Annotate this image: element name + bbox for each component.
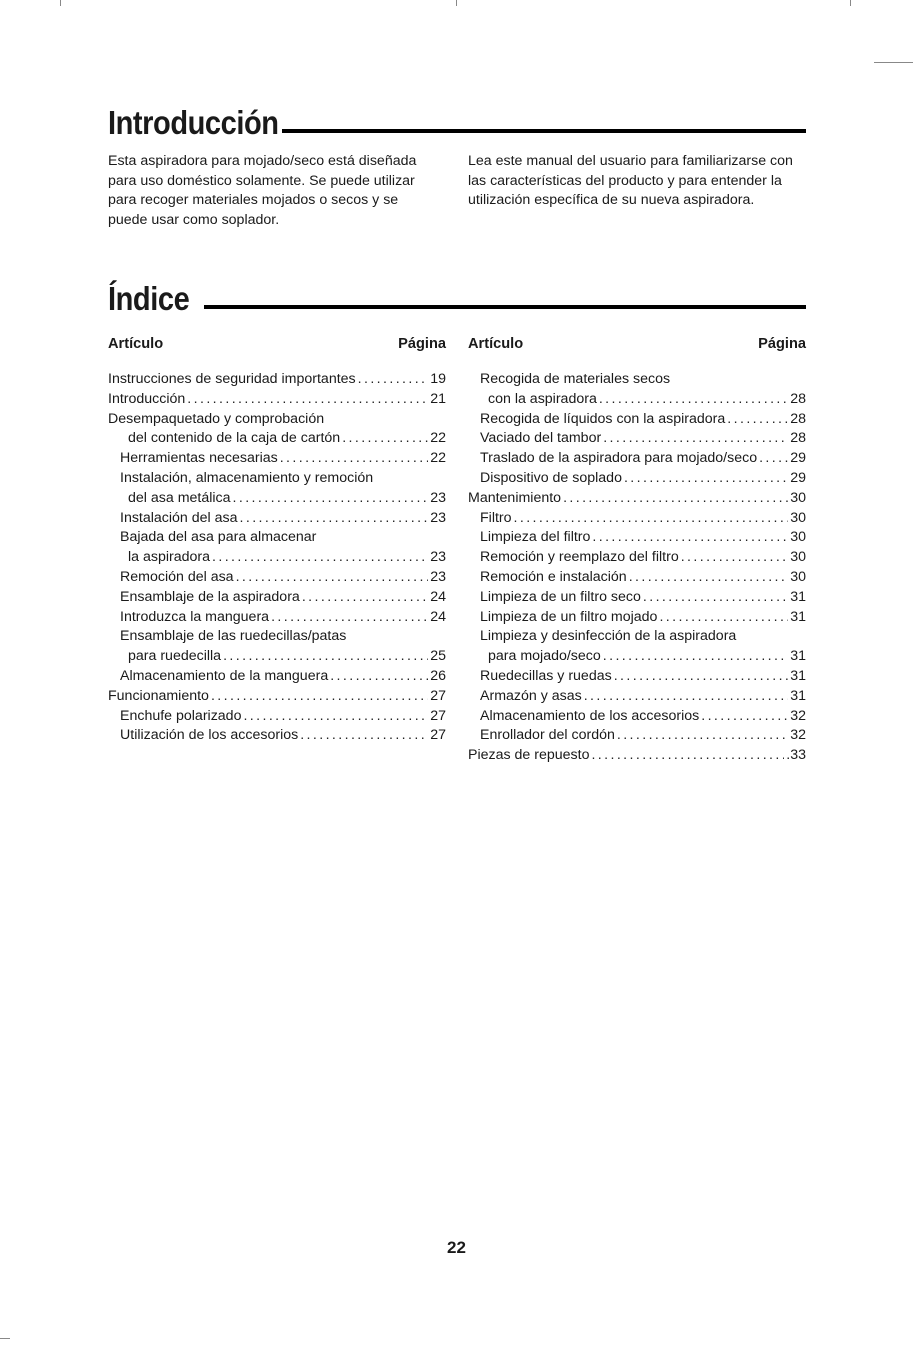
toc-leader-dots bbox=[233, 489, 429, 509]
toc-leader-dots bbox=[603, 647, 788, 667]
toc-entry-page: 27 bbox=[430, 727, 446, 744]
toc-leader-dots bbox=[280, 449, 429, 469]
toc-left-column bbox=[108, 336, 446, 746]
toc-entry-title: Remoción del asa bbox=[120, 568, 234, 585]
toc-entry-page: 24 bbox=[430, 588, 446, 605]
toc-entry bbox=[108, 627, 446, 647]
intro-left-paragraph: Esta aspiradora para mojado/seco está diseñada para uso doméstico solamente. Se puede utilizar para recoger materiales mojados o secos y se puede usar como soplador. bbox=[108, 153, 417, 228]
toc-leader-dots bbox=[271, 608, 428, 628]
toc-leader-dots bbox=[302, 588, 428, 608]
toc-leader-dots bbox=[563, 489, 788, 509]
toc-entry-title: del asa metálica bbox=[128, 489, 231, 506]
toc-entry-title: Limpieza del filtro bbox=[480, 529, 591, 546]
toc-entry-page: 31 bbox=[790, 687, 806, 704]
toc-entry-title: para ruedecilla bbox=[128, 648, 222, 665]
toc-entry-title: Dispositivo de soplado bbox=[480, 469, 622, 486]
toc-leader-dots bbox=[629, 568, 789, 588]
toc-leader-dots bbox=[240, 509, 429, 529]
intro-right-paragraph: Lea este manual del usuario para familiarizarse con las características del producto y para entender la utilización específica de su nueva aspiradora. bbox=[468, 153, 793, 209]
toc-leader-dots bbox=[330, 667, 428, 687]
toc-entry-page: 31 bbox=[790, 667, 806, 684]
toc-entry-title: Filtro bbox=[480, 509, 512, 526]
toc-entry-title: Herramientas necesarias bbox=[120, 450, 278, 467]
toc-entry-page: 30 bbox=[790, 489, 806, 506]
toc-entry bbox=[468, 726, 806, 746]
toc-leader-dots bbox=[300, 726, 428, 746]
toc-entry bbox=[468, 746, 806, 766]
toc-entry bbox=[468, 667, 806, 687]
toc-entry-page: 27 bbox=[430, 707, 446, 724]
toc-entry-page: 25 bbox=[430, 648, 446, 665]
toc-entry bbox=[108, 469, 446, 489]
toc-entry-page: 19 bbox=[430, 371, 446, 387]
toc-entry bbox=[108, 489, 446, 509]
toc-entry-page: 28 bbox=[790, 430, 806, 447]
toc-entry bbox=[468, 449, 806, 469]
toc-entry bbox=[108, 588, 446, 608]
toc-leader-dots bbox=[727, 410, 788, 430]
toc-entry-title: Instalación del asa bbox=[120, 509, 238, 526]
toc-leader-dots bbox=[243, 707, 428, 727]
toc-entry-page: 23 bbox=[430, 509, 446, 526]
toc-entry-title: Instrucciones de seguridad importantes bbox=[108, 371, 356, 387]
toc-entry-title: Limpieza y desinfección de la aspiradora bbox=[480, 628, 737, 645]
toc-leader-dots bbox=[659, 608, 788, 628]
toc-entry-page: 23 bbox=[430, 489, 446, 506]
toc-entry bbox=[108, 548, 446, 568]
crop-mark bbox=[60, 0, 61, 6]
toc-right-header bbox=[468, 336, 806, 370]
toc-entry bbox=[468, 687, 806, 707]
toc-left-header bbox=[108, 336, 446, 370]
toc-entry bbox=[468, 370, 806, 390]
toc-entry bbox=[468, 548, 806, 568]
toc-entry bbox=[468, 627, 806, 647]
toc-entry-page: 31 bbox=[790, 648, 806, 665]
toc-entry-page: 28 bbox=[790, 410, 806, 427]
toc-leader-dots bbox=[223, 647, 428, 667]
toc-entry-title: Limpieza de un filtro mojado bbox=[480, 608, 658, 625]
toc-entry-page: 27 bbox=[430, 687, 446, 704]
toc-leader-dots bbox=[358, 370, 429, 390]
toc-entry-title: del contenido de la caja de cartón bbox=[128, 430, 341, 447]
toc-entry-title: Recogida de materiales secos bbox=[480, 371, 671, 387]
toc-entry-title: Vaciado del tambor bbox=[480, 430, 602, 447]
toc-leader-dots bbox=[624, 469, 788, 489]
toc-entry bbox=[108, 528, 446, 548]
toc-entry-title: Almacenamiento de los accesorios bbox=[480, 707, 700, 724]
toc-entry-page: 22 bbox=[430, 450, 446, 467]
toc-entry bbox=[468, 410, 806, 430]
toc-entry-title: Enchufe polarizado bbox=[120, 707, 242, 724]
toc-entry bbox=[108, 509, 446, 529]
toc-entry-title: Utilización de los accesorios bbox=[120, 727, 299, 744]
index-heading bbox=[108, 282, 806, 315]
toc-leader-dots bbox=[614, 667, 789, 687]
toc-entry-title: Limpieza de un filtro seco bbox=[480, 588, 641, 605]
toc-entry-page: 21 bbox=[430, 390, 446, 407]
toc-entry-page: 32 bbox=[790, 727, 806, 744]
crop-mark bbox=[456, 0, 457, 6]
toc-entry-title: Introduzca la manguera bbox=[120, 608, 270, 625]
toc-right-column bbox=[468, 336, 806, 766]
toc-entry-title: la aspiradora bbox=[128, 549, 211, 566]
toc-entry-page: 32 bbox=[790, 707, 806, 724]
toc-entry bbox=[468, 707, 806, 727]
toc-leader-dots bbox=[681, 548, 789, 568]
toc-entry-title: Instalación, almacenamiento y remoción bbox=[120, 469, 374, 486]
toc-entry bbox=[108, 410, 446, 430]
toc-entry bbox=[108, 667, 446, 687]
toc-entry bbox=[468, 528, 806, 548]
toc-left-list bbox=[108, 370, 446, 746]
toc-entry-page: 26 bbox=[430, 667, 446, 684]
intro-title: Introducción bbox=[108, 104, 279, 141]
toc-entry-title: con la aspiradora bbox=[488, 390, 597, 407]
page-column-header: Página bbox=[398, 336, 446, 352]
toc-entry bbox=[108, 449, 446, 469]
toc-leader-dots bbox=[603, 429, 788, 449]
toc-entry-title: Remoción y reemplazo del filtro bbox=[480, 549, 679, 566]
toc-entry bbox=[108, 687, 446, 707]
toc-entry-title: Ensamblaje de la aspiradora bbox=[120, 588, 300, 605]
article-column-header: Artículo bbox=[468, 336, 524, 352]
toc-entry-title: Mantenimiento bbox=[468, 489, 562, 506]
toc-entry-title: Almacenamiento de la manguera bbox=[120, 667, 329, 684]
toc-entry bbox=[108, 647, 446, 667]
article-column-header: Artículo bbox=[108, 336, 164, 352]
index-rule bbox=[204, 305, 806, 309]
toc-entry-title: Bajada del asa para almacenar bbox=[120, 529, 317, 546]
toc-entry bbox=[108, 429, 446, 449]
toc-entry-page: 23 bbox=[430, 568, 446, 585]
toc-entry-title: Traslado de la aspiradora para mojado/seco bbox=[480, 450, 758, 467]
toc-leader-dots bbox=[599, 390, 788, 410]
toc-entry-page: 30 bbox=[790, 568, 806, 585]
toc-entry-title: Recogida de líquidos con la aspiradora bbox=[480, 410, 726, 427]
toc-entry-title: para mojado/seco bbox=[488, 648, 601, 665]
toc-right-list bbox=[468, 370, 806, 766]
toc-entry-page: 30 bbox=[790, 529, 806, 546]
index-title: Índice bbox=[108, 280, 190, 317]
toc-entry-title: Piezas de repuesto bbox=[468, 747, 590, 764]
toc-entry-title: Enrollador del cordón bbox=[480, 727, 615, 744]
toc-entry-page: 24 bbox=[430, 608, 446, 625]
toc-entry-page: 22 bbox=[430, 430, 446, 447]
toc-entry bbox=[468, 390, 806, 410]
intro-heading bbox=[108, 106, 806, 139]
toc-entry-title: Ruedecillas y ruedas bbox=[480, 667, 612, 684]
toc-entry-page: 28 bbox=[790, 390, 806, 407]
toc-leader-dots bbox=[643, 588, 788, 608]
toc-entry bbox=[108, 726, 446, 746]
toc-entry bbox=[108, 608, 446, 628]
toc-leader-dots bbox=[187, 390, 428, 410]
intro-rule bbox=[282, 129, 806, 133]
toc-leader-dots bbox=[759, 449, 788, 469]
page-column-header: Página bbox=[758, 336, 806, 352]
toc-leader-dots bbox=[617, 726, 788, 746]
toc-entry-title: Funcionamiento bbox=[108, 687, 209, 704]
toc-entry-page: 29 bbox=[790, 450, 806, 467]
toc-entry bbox=[468, 588, 806, 608]
crop-mark bbox=[0, 1338, 10, 1339]
toc-entry-page: 30 bbox=[790, 549, 806, 566]
toc-entry bbox=[108, 370, 446, 390]
crop-mark bbox=[850, 0, 851, 6]
toc-leader-dots bbox=[342, 429, 428, 449]
toc-entry-page: 30 bbox=[790, 509, 806, 526]
toc-leader-dots bbox=[584, 687, 789, 707]
toc-entry bbox=[468, 647, 806, 667]
toc-entry bbox=[468, 568, 806, 588]
toc-entry-page: 29 bbox=[790, 469, 806, 486]
toc-leader-dots bbox=[212, 548, 428, 568]
toc-entry bbox=[108, 568, 446, 588]
page-number: 22 bbox=[447, 1238, 466, 1257]
toc-entry bbox=[468, 469, 806, 489]
toc-entry bbox=[108, 390, 446, 410]
toc-leader-dots bbox=[591, 746, 784, 766]
toc-leader-dots bbox=[592, 528, 788, 548]
toc-entry-title: Ensamblaje de las ruedecillas/patas bbox=[120, 628, 347, 645]
toc-leader-dots bbox=[701, 707, 788, 727]
toc-entry bbox=[108, 707, 446, 727]
toc-entry-title: Introducción bbox=[108, 390, 186, 407]
toc-entry-title: Remoción e instalación bbox=[480, 568, 627, 585]
toc-entry-page: .33 bbox=[786, 747, 806, 764]
crop-mark bbox=[874, 62, 913, 63]
toc-leader-dots bbox=[211, 687, 428, 707]
toc-leader-dots bbox=[236, 568, 429, 588]
toc-entry bbox=[468, 509, 806, 529]
toc-entry bbox=[468, 429, 806, 449]
toc-leader-dots bbox=[514, 509, 789, 529]
toc-entry bbox=[468, 608, 806, 628]
toc-entry-page: 23 bbox=[430, 549, 446, 566]
toc-entry bbox=[468, 489, 806, 509]
toc-entry-title: Armazón y asas bbox=[480, 687, 582, 704]
toc-entry-page: 31 bbox=[790, 608, 806, 625]
toc-entry-title: Desempaquetado y comprobación bbox=[108, 410, 325, 427]
toc-entry-page: 31 bbox=[790, 588, 806, 605]
